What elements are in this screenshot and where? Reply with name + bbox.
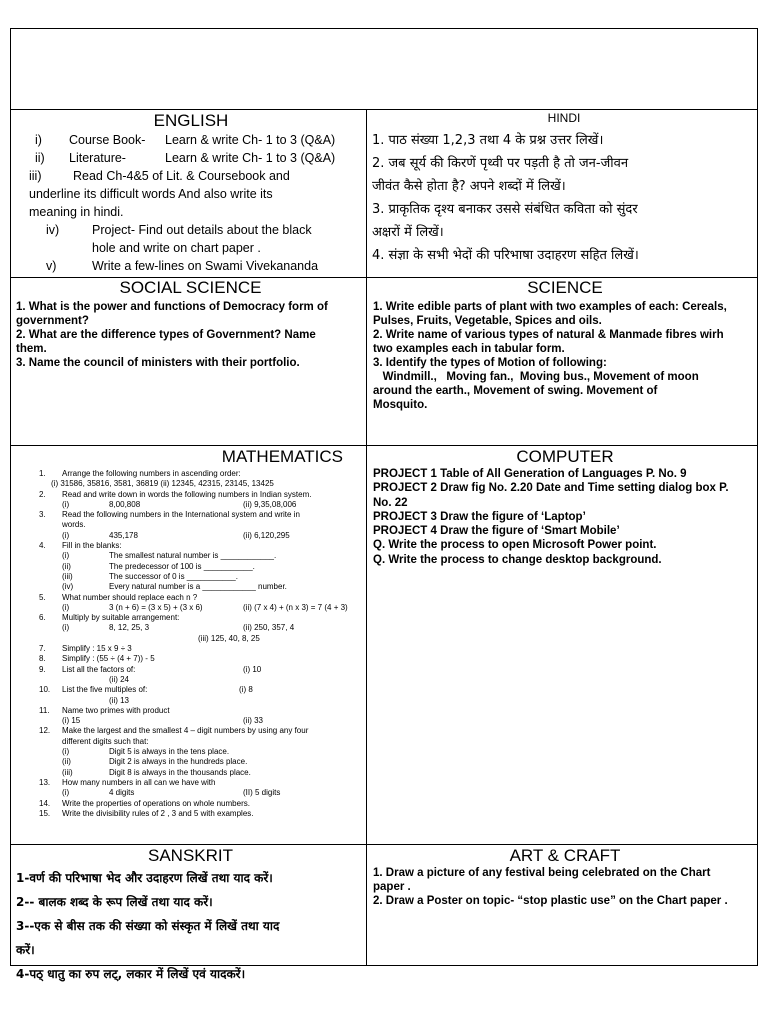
math-n: 7. — [39, 644, 46, 654]
math-t: List all the factors of: — [62, 664, 136, 674]
math-r: (i) 10 — [243, 664, 262, 674]
math-tt: 8,00,808 — [109, 499, 141, 509]
column-divider — [366, 109, 367, 965]
math-row — [15, 696, 365, 706]
question-line: 1. Write edible parts of plant with two examples of each: Cereals, — [373, 301, 727, 313]
question-line: two examples each in tabular form. — [373, 343, 565, 355]
computer-cell — [373, 447, 757, 843]
project-line: Q. Write the process to open Microsoft Power point. — [373, 539, 657, 552]
math-tt: Digit 8 is always in the thousands place. — [109, 767, 251, 777]
math-row — [15, 572, 365, 582]
math-r: (ii) 33 — [243, 716, 264, 726]
math-row — [15, 675, 365, 685]
math-row — [15, 654, 365, 664]
math-r: (ii) (7 x 4) + (n x 3) = 7 (4 + 3) — [243, 602, 348, 612]
math-i: (ii) — [62, 561, 71, 571]
math-t: Fill in the blanks: — [62, 541, 122, 551]
math-row — [15, 623, 365, 633]
sanskrit-line: 4-पठ् धातु का रुप लट्, लकार में लिखें एवं यादकरें। — [16, 967, 246, 981]
math-tt: 3 (n + 6) = (3 x 5) + (3 x 6) — [109, 602, 203, 612]
math-row — [15, 768, 365, 778]
hindi-cell — [372, 111, 756, 276]
math-row — [15, 582, 365, 592]
hindi-line: अक्षरों में लिखें। — [372, 225, 444, 240]
item-number: v) — [46, 259, 57, 273]
math-row — [15, 757, 365, 767]
math-i: (iii) — [62, 571, 73, 581]
math-n: 8. — [39, 654, 46, 664]
social-science-heading: SOCIAL SCIENCE — [119, 278, 262, 297]
item-label: Literature- — [69, 151, 126, 165]
item-text: meaning in hindi. — [29, 205, 124, 219]
art-line: 1. Draw a picture of any festival being celebrated on the Chart — [373, 867, 711, 879]
math-row — [15, 490, 365, 500]
math-row — [15, 479, 365, 489]
math-n: 15. — [39, 808, 51, 818]
math-t: (i) 15 — [62, 716, 81, 726]
sanskrit-line: करें। — [16, 943, 35, 957]
math-n: 1. — [39, 469, 46, 478]
item-text: Read Ch-4&5 of Lit. & Coursebook and — [73, 169, 290, 183]
math-row — [15, 593, 365, 603]
math-row — [15, 716, 365, 726]
art-line: paper . — [373, 881, 411, 893]
hindi-heading: HINDI — [547, 111, 581, 125]
science-heading: SCIENCE — [527, 278, 603, 297]
math-t: Simplify : 15 x 9 ÷ 3 — [62, 644, 132, 654]
math-i: (i) — [62, 530, 70, 540]
art-line: 2. Draw a Poster on topic- “stop plastic use” on the Chart paper . — [373, 895, 728, 907]
math-i: (i) — [62, 602, 70, 612]
science-cell — [373, 278, 757, 444]
hindi-line: 1. पाठ संख्या 1,2,3 तथा 4 के प्रश्न उत्तर लिखें। — [372, 133, 604, 148]
math-sub: (ii) 24 — [109, 674, 130, 684]
math-t: Make the largest and the smallest 4 – digit numbers by using any four — [62, 726, 309, 736]
math-row — [15, 737, 365, 747]
math-extra2: (iii) 125, 40, 8, 25 — [198, 633, 260, 643]
question-line: 1. What is the power and functions of Democracy form of — [16, 301, 328, 313]
math-tt: 4 digits — [109, 788, 135, 798]
math-t: How many numbers in all can we have with — [62, 777, 216, 787]
item-text: underline its difficult words And also write its — [29, 187, 273, 201]
math-t: words. — [62, 520, 86, 530]
math-t: Multiply by suitable arrangement: — [62, 613, 180, 623]
english-cell — [17, 111, 365, 276]
math-t: Read the following numbers in the International system and write in — [62, 510, 300, 520]
sanskrit-line: 3--एक से बीस तक की संख्या को संस्कृत में लिखें तथा याद — [16, 919, 280, 933]
math-t: (i) — [62, 747, 70, 757]
hindi-line: 2. जब सूर्य की किरणें पृथ्वी पर पड़ती है तो जन-जीवन — [372, 156, 629, 171]
item-number: iv) — [46, 223, 60, 237]
english-item — [17, 149, 365, 167]
math-row — [15, 747, 365, 757]
math-row — [15, 500, 365, 510]
sanskrit-cell — [16, 846, 365, 981]
math-row — [15, 551, 365, 561]
question-line: government? — [16, 315, 89, 327]
math-extra: (i) 31586, 35816, 3581, 36819 (ii) 12345, 42315, 23145, 13425 — [51, 479, 274, 489]
row-divider — [11, 445, 757, 446]
project-line: No. 22 — [373, 496, 408, 509]
question-line: Windmill., Moving fan., Moving bus., Movement of moon — [373, 371, 699, 383]
math-n: 4. — [39, 541, 46, 551]
project-line: PROJECT 1 Table of All Generation of Languages P. No. 9 — [373, 468, 687, 480]
mathematics-questions — [15, 469, 365, 819]
project-line: PROJECT 3 Draw the figure of ‘Laptop’ — [373, 510, 586, 523]
math-tt: The smallest natural number is ____________. — [109, 551, 277, 561]
math-tt: Digit 5 is always in the tens place. — [109, 747, 230, 757]
math-tt: The predecessor of 100 is ___________. — [109, 561, 255, 571]
math-r: (ii) 9,35,08,006 — [243, 499, 297, 509]
math-r: (II) 5 digits — [243, 788, 281, 798]
math-row — [15, 531, 365, 541]
math-row — [15, 685, 365, 695]
item-number: i) — [35, 133, 42, 147]
math-t: Simplify : (55 ÷ (4 + 7)) - 5 — [62, 654, 155, 664]
english-item — [17, 257, 365, 275]
item-text: Project- Find out details about the black — [92, 223, 312, 237]
math-t: Arrange the following numbers in ascending order: — [62, 469, 241, 478]
homework-table — [10, 28, 758, 981]
project-line: PROJECT 2 Draw fig No. 2.20 Date and Time setting dialog box P. — [373, 482, 729, 495]
math-t: What number should replace each n ? — [62, 592, 198, 602]
math-row — [15, 562, 365, 572]
math-row — [15, 603, 365, 613]
math-row — [15, 469, 365, 479]
math-n: 12. — [39, 726, 51, 736]
math-i: (i) — [62, 551, 70, 561]
math-r: (ii) 250, 357, 4 — [243, 623, 295, 633]
sanskrit-line: 1-वर्ण की परिभाषा भेद और उदाहरण लिखें तथा याद करें। — [16, 871, 273, 885]
math-tt: 435,178 — [109, 530, 138, 540]
math-row — [15, 541, 365, 551]
question-line: 3. Identify the types of Motion of following: — [373, 357, 607, 369]
math-n: 13. — [39, 777, 51, 787]
math-row — [15, 778, 365, 788]
item-text: Learn & write Ch- 1 to 3 (Q&A) — [165, 133, 336, 147]
art-craft-cell — [373, 846, 757, 966]
math-row — [15, 634, 365, 644]
math-row — [15, 665, 365, 675]
math-sub: (ii) 13 — [109, 695, 130, 705]
math-row — [15, 788, 365, 798]
math-row — [15, 520, 365, 530]
hindi-line: जीवंत कैसे होता है? अपने शब्दों में लिखें। — [372, 179, 566, 194]
math-t: List the five multiples of: — [62, 685, 148, 695]
math-row — [15, 799, 365, 809]
english-heading: ENGLISH — [153, 111, 229, 130]
math-n: 3. — [39, 510, 46, 520]
math-row — [15, 706, 365, 716]
question-line: around the earth., Movement of swing. Movement of — [373, 385, 658, 397]
math-r: (ii) 6,120,295 — [243, 530, 290, 540]
math-n: 2. — [39, 489, 46, 499]
math-n: 5. — [39, 592, 46, 602]
question-line: them. — [16, 343, 47, 355]
item-text: Learn & write Ch- 1 to 3 (Q&A) — [165, 151, 336, 165]
english-item — [17, 221, 365, 239]
math-row — [15, 644, 365, 654]
item-number: ii) — [35, 151, 45, 165]
row-divider — [11, 109, 757, 110]
question-line: Pulses, Fruits, Vegetable, Spices and oils. — [373, 315, 602, 327]
question-line: 3. Name the council of ministers with their portfolio. — [16, 357, 300, 369]
sanskrit-heading: SANSKRIT — [147, 846, 234, 865]
math-t: Read and write down in words the following numbers in Indian system. — [62, 489, 312, 499]
question-line: 2. What are the difference types of Government? Name — [16, 329, 316, 341]
english-item — [17, 131, 365, 149]
hindi-line: 4. संज्ञा के सभी भेदों की परिभाषा उदाहरण सहित लिखें। — [372, 248, 639, 263]
math-t: (i) — [62, 788, 70, 798]
row-divider — [11, 844, 757, 845]
math-row — [15, 726, 365, 736]
math-n: 11. — [39, 705, 50, 715]
item-text: hole and write on chart paper . — [92, 241, 261, 255]
project-line: Q. Write the process to change desktop background. — [373, 553, 662, 566]
hindi-line: 3. प्राकृतिक दृश्य बनाकर उससे संबंधित कविता को सुंदर — [372, 202, 638, 217]
english-item — [17, 167, 365, 185]
art-craft-heading: ART & CRAFT — [509, 846, 621, 865]
math-i: (i) — [62, 623, 70, 633]
mathematics-cell — [15, 447, 365, 843]
math-tt: Every natural number is a ____________ number. — [109, 582, 287, 592]
math-t: (ii) — [62, 757, 71, 767]
social-science-cell — [16, 278, 365, 444]
mathematics-heading: MATHEMATICS — [221, 447, 343, 466]
item-text: Write a few-lines on Swami Vivekananda — [92, 259, 319, 273]
math-t: Write the divisibility rules of 2 , 3 and 5 with examples. — [62, 808, 254, 818]
item-label: Course Book- — [69, 133, 146, 147]
math-r2: (i) 8 — [239, 685, 253, 695]
computer-heading: COMPUTER — [516, 447, 614, 466]
math-row — [15, 613, 365, 623]
math-tt: 8, 12, 25, 3 — [109, 623, 150, 633]
math-row — [15, 510, 365, 520]
math-t: Write the properties of operations on whole numbers. — [62, 798, 250, 808]
math-tt: The successor of 0 is ___________. — [109, 571, 238, 581]
math-n: 14. — [39, 798, 51, 808]
sanskrit-line: 2-- बालक शब्द के रूप लिखें तथा याद करें। — [16, 895, 213, 909]
math-i: (iv) — [62, 582, 74, 592]
math-t: Name two primes with product — [62, 705, 170, 715]
question-line: 2. Write name of various types of natural & Manmade fibres wirh — [373, 329, 724, 341]
math-tt: Digit 2 is always in the hundreds place. — [109, 757, 248, 767]
math-n: 9. — [39, 664, 46, 674]
math-t: different digits such that: — [62, 736, 149, 746]
math-n: 6. — [39, 613, 46, 623]
math-i: (i) — [62, 499, 70, 509]
math-row — [15, 809, 365, 819]
math-t: (iii) — [62, 767, 73, 777]
math-n: 10. — [39, 685, 51, 695]
question-line: Mosquito. — [373, 399, 428, 411]
item-number: iii) — [29, 169, 42, 183]
project-line: PROJECT 4 Draw the figure of ‘Smart Mobile’ — [373, 525, 620, 538]
